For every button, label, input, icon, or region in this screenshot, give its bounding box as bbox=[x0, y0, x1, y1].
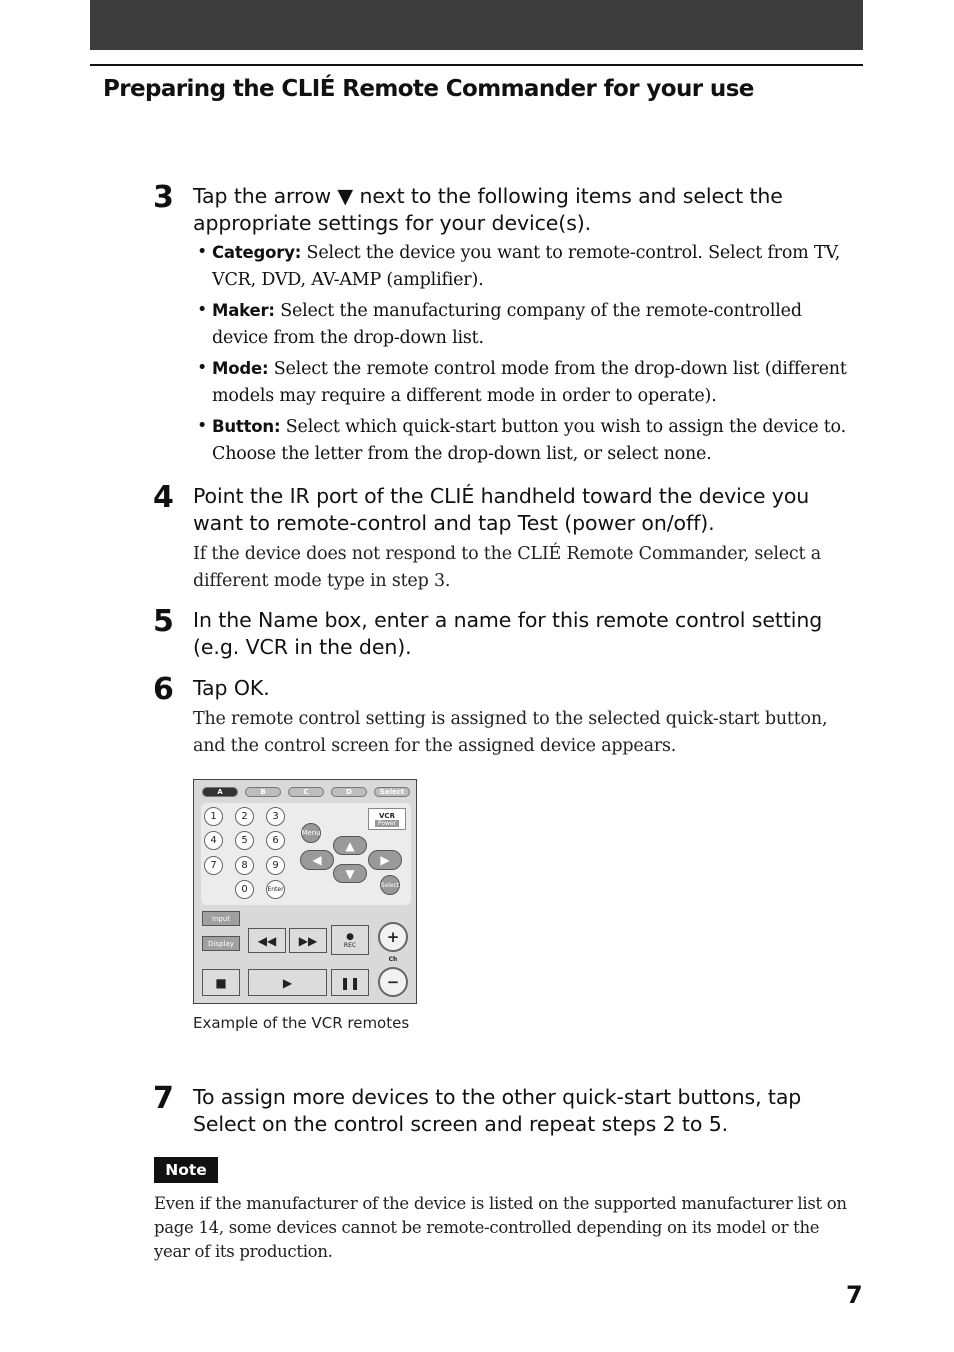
step-title: Tap the arrow ▼ next to the following items and select the appropriate settings for your device(s). bbox=[193, 184, 783, 235]
digit-7-button[interactable]: 7 bbox=[204, 856, 223, 875]
term-description: Select the device you want to remote-control. Select from TV, VCR, DVD, AV-AMP (amplifier). bbox=[212, 243, 841, 290]
rewind-icon[interactable]: ◀◀ bbox=[248, 928, 286, 953]
digit-2-button[interactable]: 2 bbox=[235, 807, 254, 826]
device-name: VCR bbox=[379, 811, 395, 820]
record-button[interactable] bbox=[331, 925, 369, 955]
channel-up-button[interactable]: + bbox=[378, 922, 408, 952]
step-body: If the device does not respond to the CLIÉ Remote Commander, select a different mode type in step 3. bbox=[193, 544, 821, 591]
note-text: Even if the manufacturer of the device is listed on the supported manufacturer list on page 14, some devices cannot be remote-controlled depending on its model or the year of its production. bbox=[154, 1194, 847, 1261]
page-number: 7 bbox=[846, 1281, 863, 1309]
digit-9-button[interactable]: 9 bbox=[266, 856, 285, 875]
term-description: Select the remote control mode from the drop-down list (different models may require a different mode in order to operate). bbox=[212, 359, 847, 406]
left-arrow-icon[interactable]: ◀ bbox=[300, 850, 334, 870]
header-bar bbox=[90, 0, 863, 50]
step-title: To assign more devices to the other quick-start buttons, tap Select on the control screen and repeat steps 2 to 5. bbox=[193, 1085, 802, 1136]
down-arrow-icon[interactable]: ▼ bbox=[333, 864, 367, 883]
step-number: 7 bbox=[153, 1081, 174, 1116]
power-button[interactable]: Power bbox=[375, 820, 399, 827]
tab-b[interactable]: B bbox=[245, 787, 281, 797]
input-button[interactable]: Input bbox=[202, 911, 240, 926]
enter-button[interactable]: Enter bbox=[266, 880, 285, 899]
step-number: 5 bbox=[153, 604, 174, 639]
up-arrow-icon[interactable]: ▲ bbox=[333, 836, 367, 855]
stop-icon[interactable]: ■ bbox=[202, 969, 240, 996]
digit-5-button[interactable]: 5 bbox=[235, 831, 254, 850]
step-6 bbox=[153, 672, 853, 760]
digit-6-button[interactable]: 6 bbox=[266, 831, 285, 850]
step-5 bbox=[153, 604, 853, 661]
step-title: Tap OK. bbox=[193, 676, 270, 700]
step-number: 3 bbox=[153, 180, 174, 215]
page-title: Preparing the CLIÉ Remote Commander for your use bbox=[103, 76, 754, 102]
right-arrow-icon[interactable]: ▶ bbox=[368, 850, 402, 870]
digit-4-button[interactable]: 4 bbox=[204, 831, 223, 850]
list-item-maker: • Maker: Select the manufacturing company of the remote-controlled device from the drop-down list. bbox=[197, 300, 802, 348]
list-item-button: • Button: Select which quick-start button you wish to assign the device to. Choose the letter from the drop-down list, or select none. bbox=[197, 416, 846, 464]
step-number: 6 bbox=[153, 672, 174, 707]
note-label: Note bbox=[154, 1157, 218, 1183]
settings-list bbox=[197, 239, 853, 468]
fast-forward-icon[interactable]: ▶▶ bbox=[289, 928, 327, 953]
term-label: Mode: bbox=[212, 359, 269, 378]
tab-c[interactable]: C bbox=[288, 787, 324, 797]
channel-label: Ch bbox=[388, 955, 398, 963]
select-button[interactable]: Select bbox=[380, 875, 400, 895]
display-button[interactable]: Display bbox=[202, 936, 240, 951]
digit-3-button[interactable]: 3 bbox=[266, 807, 285, 826]
vcr-remote-screenshot bbox=[193, 779, 417, 1004]
rec-label: REC bbox=[343, 941, 357, 949]
step-body: The remote control setting is assigned to the selected quick-start button, and the control screen for the assigned device appears. bbox=[193, 709, 828, 756]
menu-button[interactable]: Menu bbox=[301, 823, 321, 843]
term-description: Select which quick-start button you wish to assign the device to. Choose the letter from the drop-down list, or select none. bbox=[212, 417, 846, 464]
step-title: Point the IR port of the CLIÉ handheld toward the device you want to remote-control and tap Test (power on/off). bbox=[193, 484, 810, 535]
record-icon: ● bbox=[346, 931, 354, 942]
digit-1-button[interactable]: 1 bbox=[204, 807, 223, 826]
step-title: In the Name box, enter a name for this remote control setting (e.g. VCR in the den). bbox=[193, 608, 823, 659]
step-3 bbox=[153, 180, 853, 471]
tab-d[interactable]: D bbox=[331, 787, 367, 797]
digit-0-button[interactable]: 0 bbox=[235, 880, 254, 899]
tab-a[interactable]: A bbox=[202, 787, 238, 797]
digit-8-button[interactable]: 8 bbox=[235, 856, 254, 875]
step-4 bbox=[153, 480, 853, 595]
term-description: Select the manufacturing company of the remote-controlled device from the drop-down list. bbox=[212, 301, 802, 348]
term-label: Button: bbox=[212, 417, 281, 436]
tab-select[interactable]: Select bbox=[374, 787, 410, 797]
channel-down-button[interactable]: − bbox=[378, 967, 408, 997]
device-label bbox=[368, 808, 406, 830]
list-item-category: • Category: Select the device you want to remote-control. Select from TV, VCR, DVD, AV-AMP (amplifier). bbox=[197, 242, 841, 290]
step-number: 4 bbox=[153, 480, 174, 515]
term-label: Maker: bbox=[212, 301, 275, 320]
term-label: Category: bbox=[212, 243, 302, 262]
step-7 bbox=[153, 1081, 853, 1138]
pause-icon[interactable]: ❚❚ bbox=[331, 969, 369, 996]
list-item-mode: • Mode: Select the remote control mode from the drop-down list (different models may require a different mode in order to operate). bbox=[197, 358, 847, 406]
play-icon[interactable]: ▶ bbox=[248, 969, 327, 996]
figure-caption: Example of the VCR remotes bbox=[193, 1014, 410, 1032]
header-rule bbox=[90, 64, 863, 66]
